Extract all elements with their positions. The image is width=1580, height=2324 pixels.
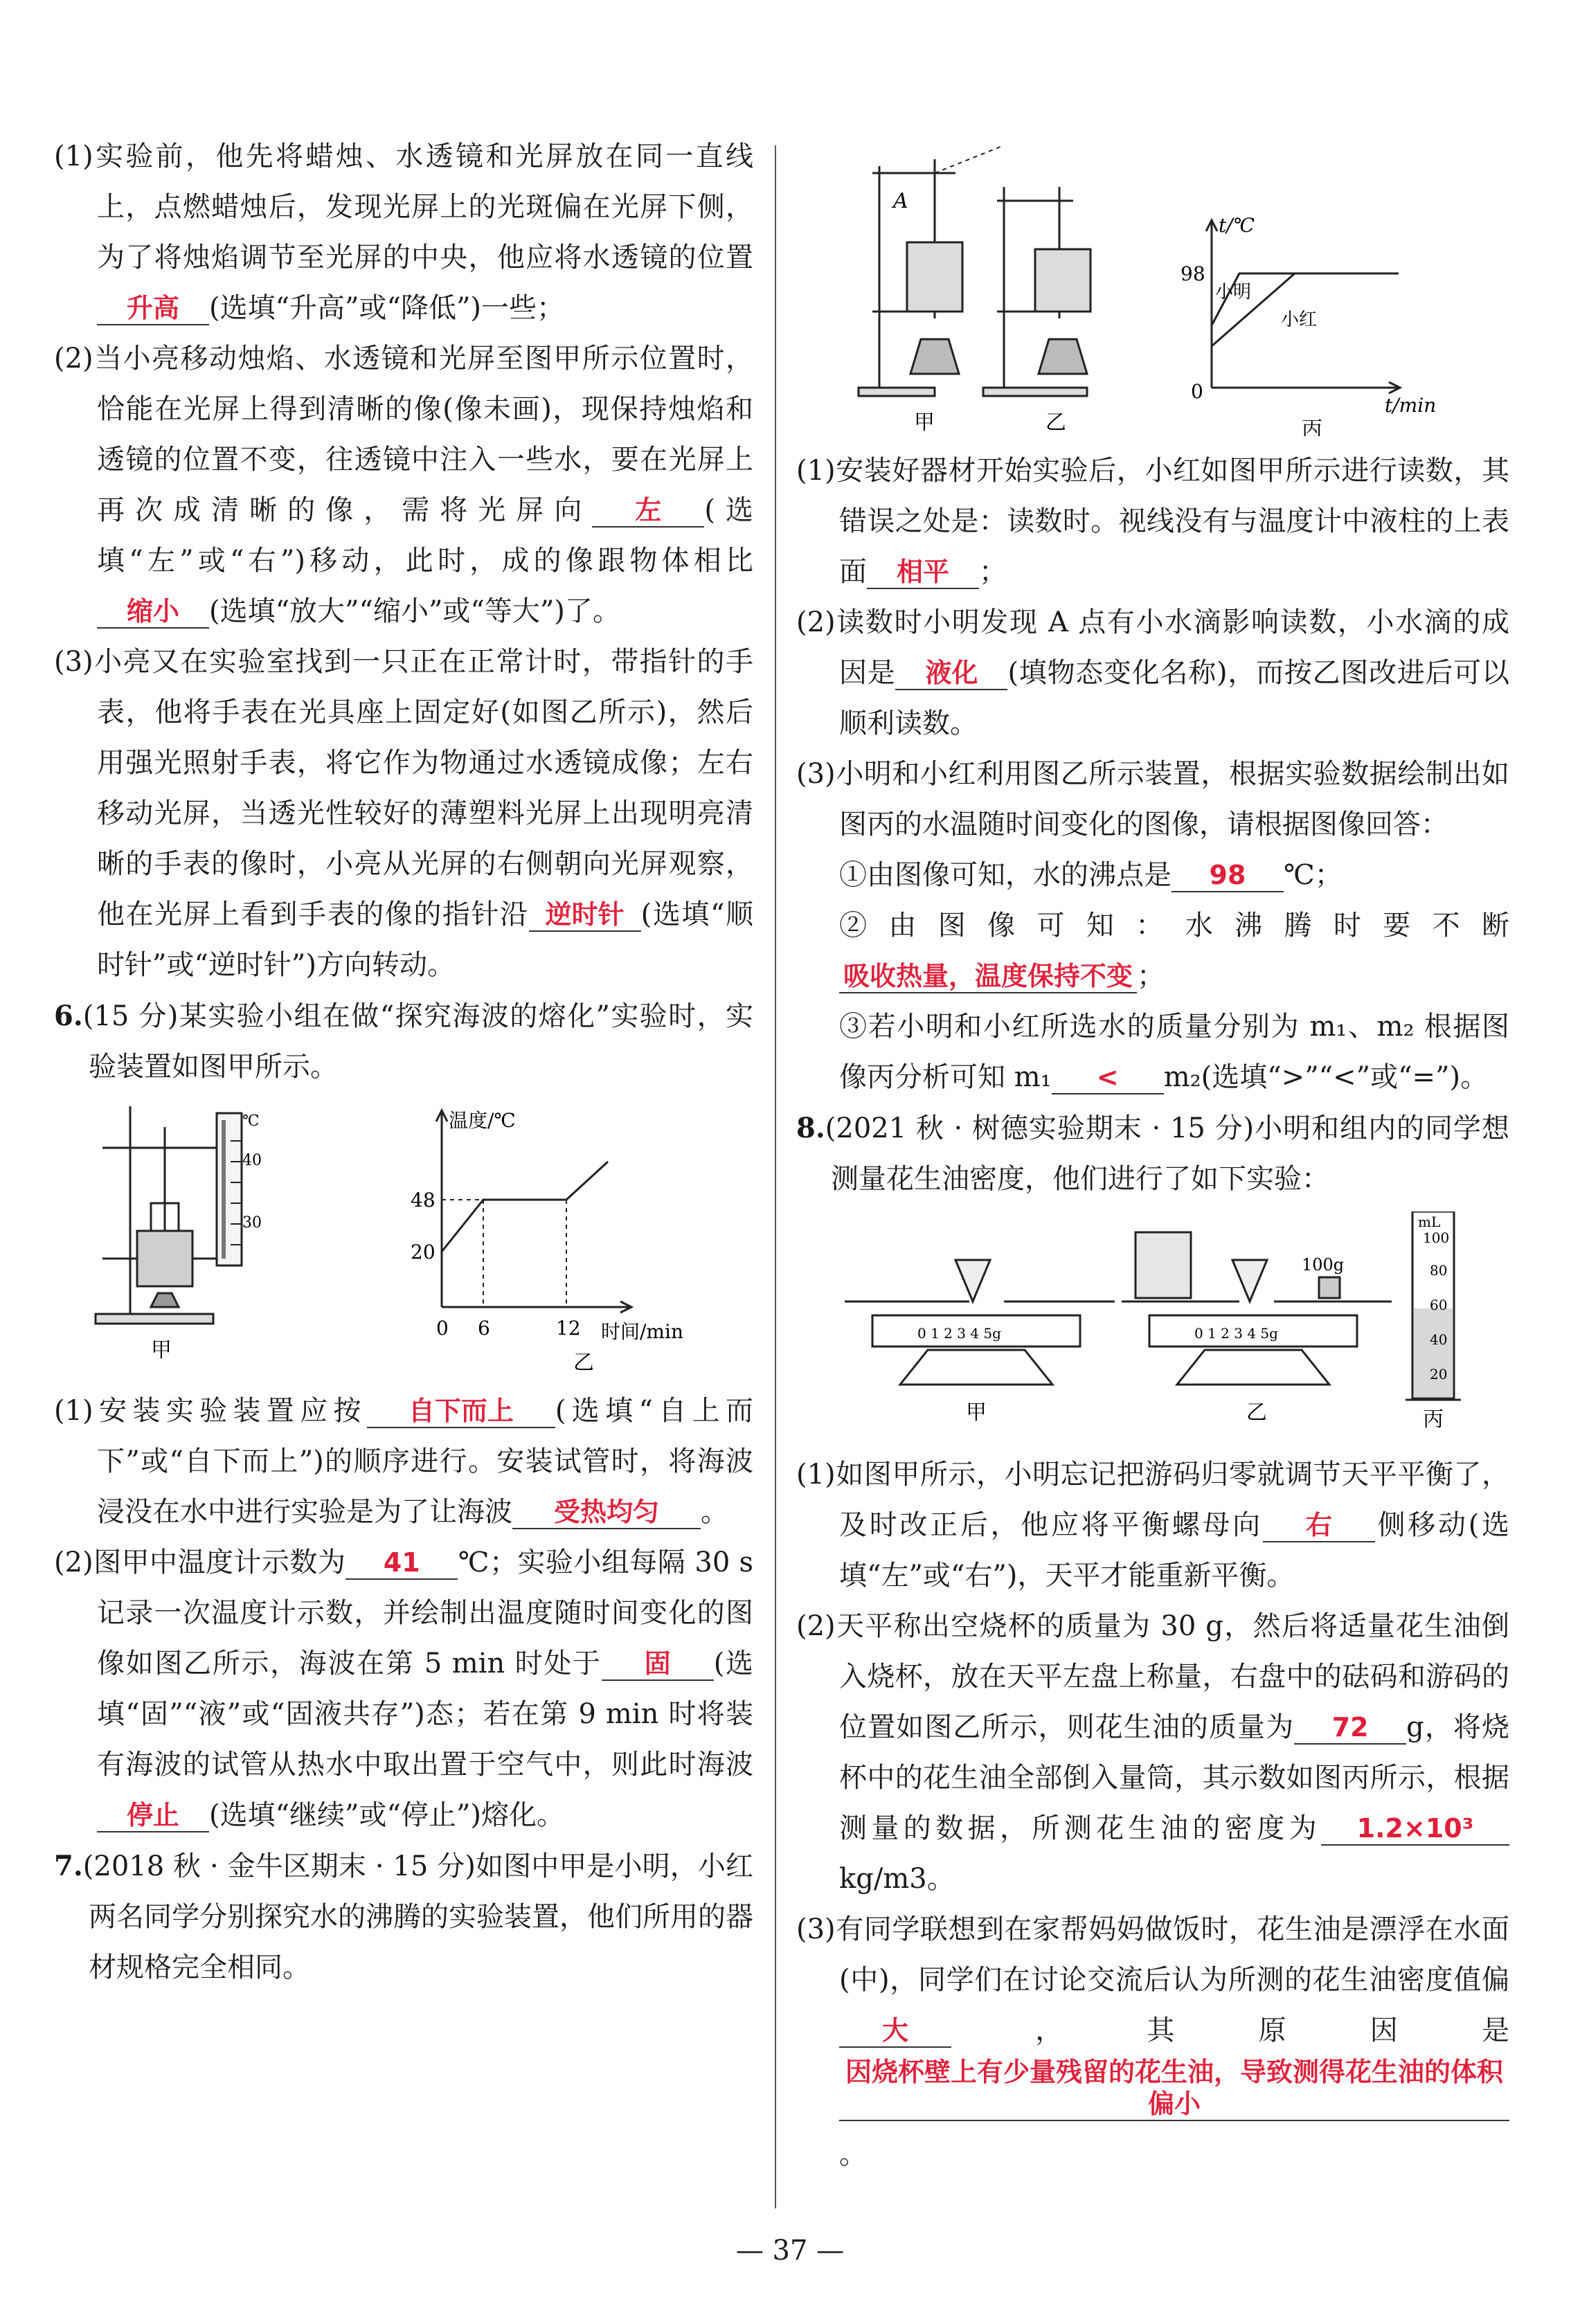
answer-blank: 72: [1294, 1711, 1406, 1745]
caption-yi: 乙: [573, 1351, 594, 1375]
caption-bing: 丙: [1423, 1407, 1444, 1432]
answer-blank: 逆时针: [529, 899, 641, 932]
caption-bing: 丙: [1302, 417, 1322, 436]
answer-blank: 吸收热量，温度保持不变: [839, 960, 1137, 993]
cylinder-100: 100: [1423, 1229, 1450, 1246]
graph-y20: 20: [411, 1241, 436, 1263]
answer-blank: 相平: [867, 556, 979, 589]
answer-blank: 受热均匀: [512, 1496, 701, 1529]
q6-figure: [54, 1099, 753, 1376]
cylinder-20: 20: [1430, 1366, 1448, 1382]
graph-y98: 98: [1180, 262, 1205, 285]
page-number: — 37 —: [735, 2235, 845, 2267]
graph-origin: 0: [1191, 380, 1203, 403]
answer-blank: 液化: [895, 657, 1007, 690]
q8-figure-svg: [796, 1211, 1509, 1440]
graph-ylabel: t/℃: [1219, 214, 1255, 237]
weight-label: 100g: [1302, 1255, 1345, 1274]
q7-intro: 7.(2018 秋 · 金牛区期末 · 15 分)如图中甲是小明，小红两名同学分别探究水的沸腾的实验装置，他们所用的器材规格完全相同。: [54, 1850, 753, 1983]
graph-x6: 6: [478, 1317, 490, 1340]
answer-blank: 1.2×10³: [1321, 1812, 1509, 1846]
q8-part1: (1)如图甲所示，小明忘记把游码归零就调节天平平衡了，及时改正后，他应将平衡螺母向 右 侧移动(选填“左”或“右”)，天平才能重新平衡。: [796, 1459, 1510, 1592]
graph-x0: 0: [436, 1317, 449, 1340]
question-number: 6.: [54, 1000, 83, 1032]
balance-jia: [845, 1260, 1115, 1385]
graph-y48: 48: [411, 1189, 436, 1211]
q5-part2: (2)当小亮移动烛焰、水透镜和光屏至图甲所示位置时，恰能在光屏上得到清晰的像(像未画)，现保持烛焰和透镜的位置不变，往透镜中注入一些水，要在光屏上再次成清晰的像，需将光屏向 左 (选填“左”或“右”)移动，此时，成的像跟物体相比缩小 (选填“放大”“缩小”或“等大”)了。: [54, 343, 754, 627]
point-A-label: A: [893, 189, 908, 213]
graph-ylabel: 温度/℃: [449, 1109, 516, 1132]
caption-yi: 乙: [1045, 411, 1066, 435]
q6-part2: (2)图甲中温度计示数为 41 ℃；实验小组每隔 30 s 记录一次温度计示数，并绘制出温度随时间变化的图像如图乙所示，海波在第 5 min 时处于 固 (选填“固”“液”或“固液共存”)态；若在第 9 min 时将装有海波的试管从热水中取出置于空气中，则此时海波停止 (选填“继续”或“停止”)熔化。: [54, 1547, 754, 1831]
graph-xlabel: t/min: [1385, 394, 1437, 417]
cylinder-unit: mL: [1418, 1214, 1441, 1230]
thermometer-tick-40: 40: [242, 1152, 262, 1169]
boiling-apparatus-jia: [859, 145, 1004, 396]
q7-sub2: ②由图像可知：水沸腾时要不断吸收热量，温度保持不变 ；: [839, 910, 1509, 992]
caption-jia: 甲: [966, 1400, 987, 1425]
q7-part1: (1)安装好器材开始实验后，小红如图甲所示进行读数，其错误之处是：读数时。视线没有与温度计中液柱的上表面 相平 ；: [796, 455, 1509, 588]
column-divider: [775, 145, 776, 2208]
cylinder-40: 40: [1430, 1331, 1448, 1348]
answer-blank: 左: [592, 494, 704, 528]
boiling-apparatus-yi: [983, 187, 1090, 396]
caption-jia: 甲: [151, 1338, 172, 1362]
q7-sub1: ①由图像可知，水的沸点是 98 ℃；: [839, 859, 1343, 891]
q7-part2: (2)读数时小明发现 A 点有小水滴影响读数，小水滴的成因是 液化 (填物态变化名称)，而按乙图改进后可以顺利读数。: [796, 606, 1509, 739]
answer-blank: 大: [839, 2015, 951, 2048]
answer-blank: 41: [345, 1547, 458, 1580]
caption-jia: 甲: [914, 411, 935, 435]
cylinder-60: 60: [1430, 1297, 1448, 1313]
q7-part3: (3)小明和小红利用图乙所示装置，根据实验数据绘制出如图丙的水温随时间变化的图像，请根据图像回答：: [796, 758, 1509, 840]
answer-blank: 缩小: [97, 595, 209, 629]
q8-figure: [796, 1211, 1509, 1440]
answer-blank: <: [1052, 1061, 1164, 1095]
q7-figure: [796, 21, 1509, 436]
graph-xlabel: 时间/min: [601, 1320, 683, 1343]
answer-blank: 因烧杯壁上有少量残留的花生油，导致测得花生油的体积偏小: [839, 2056, 1509, 2121]
graph-x12: 12: [556, 1317, 581, 1340]
q5-part3: (3)小亮又在实验室找到一只正在正常计时，带指针的手表，他将手表在光具座上固定好(如图乙所示)，然后用强光照射手表，将它作为物通过水透镜成像；左右移动光屏，当透光性较好的薄塑料光屏上出现明亮清晰的手表的像时，小亮从光屏的右侧朝向光屏观察，他在光屏上看到手表的像的指针沿 逆时针 (选填“顺时针”或“逆时针”)方向转动。: [54, 646, 753, 981]
balance-yi: [1122, 1232, 1392, 1385]
melting-graph: [436, 1110, 631, 1313]
q7-sub3: ③若小明和小红所选水的质量分别为 m₁、m₂ 根据图像丙分析可知 m₁ < m₂(选填“>”“<”或“=”)。: [839, 1011, 1509, 1093]
q7-figure-svg: [796, 21, 1509, 436]
answer-blank: 固: [602, 1648, 714, 1681]
answer-blank: 98: [1171, 859, 1284, 892]
question-number: 7.: [54, 1850, 83, 1882]
answer-blank: 自下而上: [367, 1395, 555, 1428]
cylinder-80: 80: [1430, 1262, 1448, 1279]
left-column: [54, 132, 753, 1993]
q8-part3: (3)有同学联想到在家帮妈妈做饭时，花生油是漂浮在水面(中)，同学们在讨论交流后认为所测的花生油密度值偏大 ，其原因是因烧杯壁上有少量残留的花生油，导致测得花生油的体积偏小。: [796, 1913, 1509, 2170]
answer-blank: 右: [1263, 1509, 1375, 1542]
q5-part1: (1)实验前，他先将蜡烛、水透镜和光屏放在同一直线上，点燃蜡烛后，发现光屏上的光斑偏在光屏下侧，为了将烛焰调节至光屏的中央，他应将水透镜的位置升高 (选填“升高”或“降低”)一些；: [54, 141, 753, 324]
q6-part1: (1)安装实验装置应按 自下而上 (选填“自上而下”或“自下而上”)的顺序进行。安装试管时，将海波浸没在水中进行实验是为了让海波 受热均匀 。: [54, 1395, 753, 1528]
q6-intro: 6.(15 分)某实验小组在做“探究海波的熔化”实验时，实验装置如图甲所示。: [54, 1000, 753, 1083]
right-column: [796, 21, 1509, 2180]
thermometer-unit: ℃: [242, 1113, 260, 1130]
q8-part2: (2)天平称出空烧杯的质量为 30 g，然后将适量花生油倒入烧杯，放在天平左盘上称量，右盘中的砝码和游码的位置如图乙所示，则花生油的质量为 72 g，将烧杯中的花生油全部倒入量筒，其示数如图丙所示，根据测量的数据，所测花生油的密度为 1.2×10³kg/m3。: [796, 1610, 1509, 1895]
heating-apparatus-diagram: [96, 1106, 242, 1324]
q8-intro: 8.(2021 秋 · 树德实验期末 · 15 分)小明和组内的同学想测量花生油密度，他们进行了如下实验：: [796, 1112, 1509, 1195]
answer-blank: 升高: [97, 292, 209, 325]
label-xiaohong: 小红: [1281, 309, 1318, 330]
balance-scale-jia: 0 1 2 3 4 5g: [917, 1325, 1001, 1342]
balance-scale-yi: 0 1 2 3 4 5g: [1194, 1325, 1278, 1342]
boiling-graph: [1206, 220, 1400, 393]
label-xiaoming: 小明: [1215, 282, 1252, 303]
thermometer-tick-30: 30: [242, 1214, 262, 1232]
caption-yi: 乙: [1246, 1400, 1267, 1425]
melting-curve: [442, 1162, 608, 1252]
answer-blank: 停止: [97, 1799, 209, 1832]
q6-figure-svg: [54, 1099, 746, 1376]
question-number: 8.: [796, 1112, 825, 1144]
